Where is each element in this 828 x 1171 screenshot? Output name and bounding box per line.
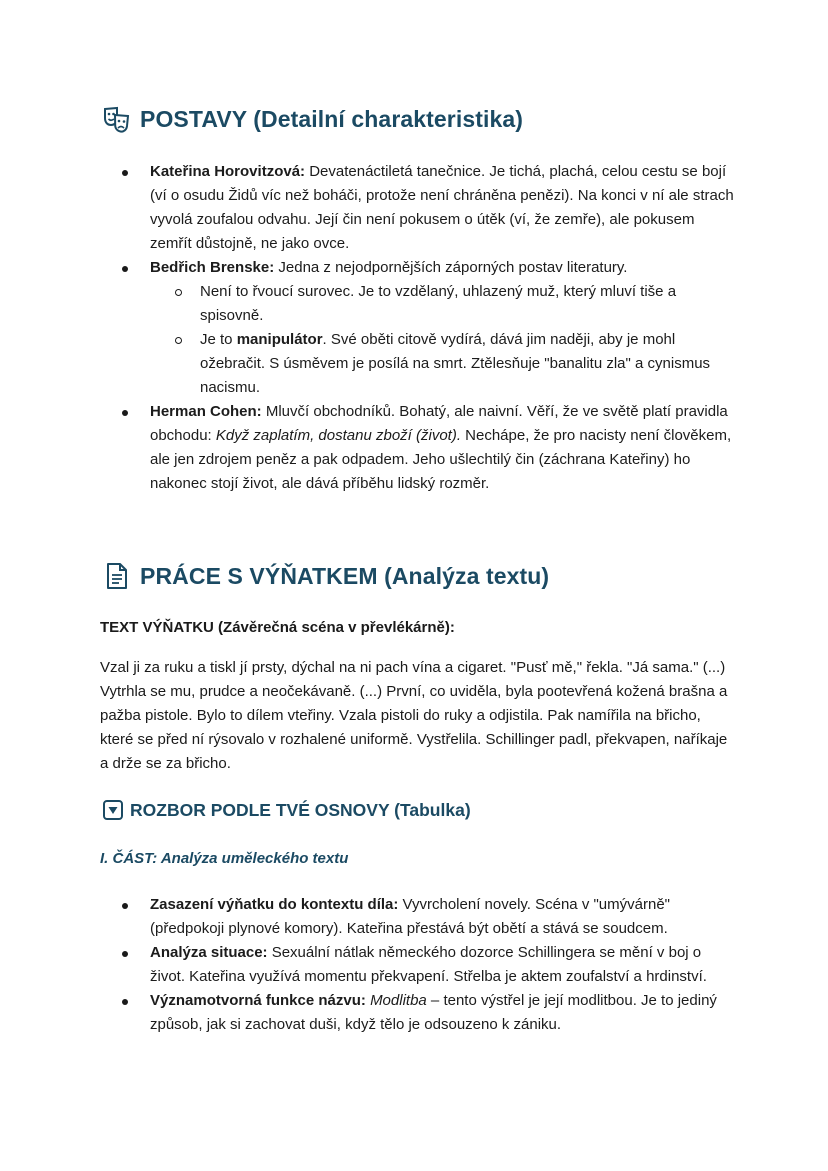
section-heading-prace bbox=[102, 561, 549, 591]
list-item bbox=[100, 256, 740, 400]
section-heading-rozbor bbox=[102, 799, 471, 821]
theater-masks-icon bbox=[102, 104, 132, 134]
sub-item-text: . Své oběti citově vydírá, dává jim naději, aby je mohl ožebračit. S úsměvem je posílá na smrt. Ztělesňuje "banalitu zla" a cynismus nacismu. bbox=[200, 331, 711, 396]
character-description: Devatenáctiletá tanečnice. Je tichá, plachá, celou cestu se bojí (ví o osudu Židů víc než boháči, protože není chráněna penězi). Na konci v ní ale strach vyvolá zoufalou odvahu. Její čin není pokusem o útěk (ví, že zemře), ale pokusem zemřít důstojně, ne jako ovce. bbox=[150, 163, 734, 252]
list-item bbox=[100, 160, 740, 256]
item-text: Sexuální nátlak německého dozorce Schillingera se mění v boj o život. Kateřina využívá momentu překvapení. Střelba je aktem zoufalství a hrdinství. bbox=[150, 944, 707, 985]
item-label: Analýza situace: bbox=[150, 944, 268, 961]
bullet-icon bbox=[122, 266, 128, 272]
bullet-icon bbox=[122, 170, 128, 176]
list-item bbox=[100, 400, 740, 496]
character-description: Jedna z nejodpornějších záporných postav literatury. bbox=[274, 259, 628, 276]
circle-bullet-icon bbox=[175, 337, 182, 344]
list-item bbox=[100, 989, 740, 1037]
item-label: Zasazení výňatku do kontextu díla: bbox=[150, 896, 399, 913]
bullet-icon bbox=[122, 999, 128, 1005]
character-name: Bedřich Brenske: bbox=[150, 259, 275, 276]
character-name: Herman Cohen: bbox=[150, 403, 262, 420]
character-description: Mluvčí obchodníků. Bohatý, ale naivní. Věří, že ve světě platí pravidla obchodu: bbox=[150, 403, 728, 444]
excerpt-text: Vzal ji za ruku a tiskl jí prsty, dýchal na ni pach vína a cigaret. "Pusť mě," řekla. "Já sama." (...) Vytrhla se mu, prudce a neočekávaně. (...) První, co uviděla, byla pootevřená kožená brašna a pažba pistole. Bylo to dílem vteřiny. Vzala pistoli do ruky a odjistila. Pak namířila na břicho, které se před ní rýsovalo v rozhalené uniformě. Vystřelila. Schillinger padl, překvapen, naříkaje a drže se za břicho. bbox=[100, 659, 728, 772]
section-heading-postavy bbox=[102, 104, 523, 134]
italic-title: Modlitba bbox=[370, 992, 427, 1009]
bullet-icon bbox=[122, 951, 128, 957]
characters-list bbox=[100, 160, 740, 496]
bullet-icon bbox=[122, 903, 128, 909]
sub-item-text: Je to bbox=[200, 331, 237, 348]
down-triangle-button-icon bbox=[102, 799, 124, 821]
sub-list-item bbox=[150, 328, 740, 400]
italic-quote: Když zaplatím, dostanu zboží (život). bbox=[215, 427, 461, 444]
list-item bbox=[100, 893, 740, 941]
bullet-icon bbox=[122, 410, 128, 416]
document-icon bbox=[102, 561, 132, 591]
sub-list bbox=[150, 280, 740, 400]
item-text: – tento výstřel je její modlitbou. Je to jediný způsob, jak si zachovat duši, když tělo je odsouzeno k zániku. bbox=[150, 992, 717, 1033]
item-text: Vyvrcholení novely. Scéna v "umývárně" (předpokoji plynové komory). Kateřina přestává být obětí a stává se soudcem. bbox=[150, 896, 670, 937]
sub-item-text: Není to řvoucí surovec. Je to vzdělaný, uhlazený muž, který mluví tiše a spisovně. bbox=[200, 283, 677, 324]
part-title: I. ČÁST: Analýza uměleckého textu bbox=[100, 850, 349, 867]
excerpt-label: TEXT VÝŇATKU (Závěrečná scéna v převlékárně): bbox=[100, 619, 455, 636]
section-title: PRÁCE S VÝŇATKEM (Analýza textu) bbox=[140, 562, 550, 589]
character-name: Kateřina Horovitzová: bbox=[150, 163, 306, 180]
analysis-list bbox=[100, 893, 740, 1037]
item-label: Významotvorná funkce názvu: bbox=[150, 992, 366, 1009]
section-title: POSTAVY (Detailní charakteristika) bbox=[140, 105, 524, 132]
sub-item-bold: manipulátor bbox=[236, 331, 323, 348]
list-item bbox=[100, 941, 740, 989]
circle-bullet-icon bbox=[175, 289, 182, 296]
sub-list-item bbox=[150, 280, 740, 328]
character-description: Nechápe, že pro nacisty není člověkem, ale jen zdrojem peněz a pak odpadem. Jeho ušlechtilý čin (záchrana Kateřiny) ho nakonec stojí život, ale dává příběhu lidský rozměr. bbox=[150, 427, 732, 492]
section-title: ROZBOR PODLE TVÉ OSNOVY (Tabulka) bbox=[130, 799, 471, 820]
